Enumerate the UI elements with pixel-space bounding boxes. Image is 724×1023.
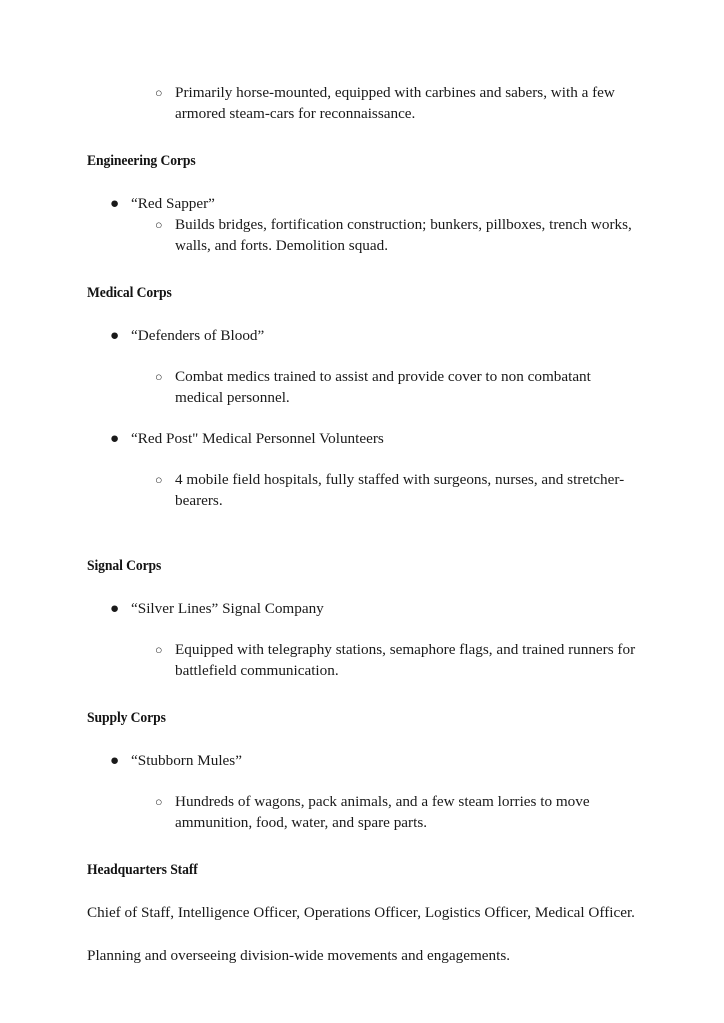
document-content: [87, 82, 639, 966]
list-item: [87, 791, 639, 833]
continued-list: [87, 82, 639, 124]
section-heading-signal-corps: Signal Corps: [87, 558, 162, 574]
list-item: [87, 428, 639, 449]
list-item: [87, 598, 639, 619]
list-item: [87, 469, 639, 511]
list-item-text: Hundreds of wagons, pack animals, and a few steam lorries to move ammunition, food, water, and spare parts.: [175, 793, 590, 831]
spacer: [87, 511, 639, 556]
hollow-bullet-icon: ○: [155, 473, 163, 487]
headquarters-roles-paragraph: Chief of Staff, Intelligence Officer, Operations Officer, Logistics Officer, Medical Officer.: [87, 904, 635, 921]
filled-bullet-icon: ●: [110, 752, 120, 769]
list-item: [87, 366, 639, 408]
spacer: [87, 923, 639, 945]
list-item-text: “Red Post" Medical Personnel Volunteers: [131, 430, 384, 447]
spacer: [87, 619, 639, 639]
list-item: [87, 325, 639, 346]
list-item-text: Builds bridges, fortification construction; bunkers, pillboxes, trench works, walls, and forts. Demolition squad.: [175, 216, 632, 254]
list-item: [87, 193, 639, 214]
spacer: [87, 346, 639, 366]
list-item: [87, 82, 639, 124]
list-item-text: Primarily horse-mounted, equipped with carbines and sabers, with a few armored steam-cars for reconnaissance.: [175, 84, 615, 122]
list-item-text: “Silver Lines” Signal Company: [131, 600, 324, 617]
list-item-text: “Red Sapper”: [131, 195, 215, 212]
spacer: [87, 303, 639, 325]
hollow-bullet-icon: ○: [155, 370, 163, 384]
section-heading-engineering-corps: Engineering Corps: [87, 153, 196, 169]
section-heading-medical-corps: Medical Corps: [87, 285, 172, 301]
section-list-supply-corps: [87, 750, 639, 833]
hollow-bullet-icon: ○: [155, 795, 163, 809]
spacer: [87, 576, 639, 598]
section-heading-headquarters-staff: Headquarters Staff: [87, 862, 198, 878]
hollow-bullet-icon: ○: [155, 218, 163, 232]
hollow-bullet-icon: ○: [155, 643, 163, 657]
section-list-medical-corps: [87, 325, 639, 511]
spacer: [87, 833, 639, 860]
hollow-bullet-icon: ○: [155, 86, 163, 100]
list-item-text: Combat medics trained to assist and provide cover to non combatant medical personnel.: [175, 368, 591, 406]
section-heading-supply-corps: Supply Corps: [87, 710, 166, 726]
spacer: [87, 256, 639, 283]
list-item-text: 4 mobile field hospitals, fully staffed with surgeons, nurses, and stretcher-bearers.: [175, 471, 625, 509]
spacer: [87, 728, 639, 750]
list-item: [87, 750, 639, 771]
spacer: [87, 124, 639, 151]
list-item-text: Equipped with telegraphy stations, semaphore flags, and trained runners for battlefield communication.: [175, 641, 636, 679]
filled-bullet-icon: ●: [110, 327, 120, 344]
spacer: [87, 880, 639, 902]
list-item-text: “Stubborn Mules”: [131, 752, 242, 769]
spacer: [87, 171, 639, 193]
list-item: [87, 639, 639, 681]
spacer: [87, 408, 639, 428]
spacer: [87, 449, 639, 469]
section-list-signal-corps: [87, 598, 639, 681]
list-item: [87, 214, 639, 256]
spacer: [87, 771, 639, 791]
spacer: [87, 681, 639, 708]
section-list-engineering-corps: [87, 193, 639, 256]
filled-bullet-icon: ●: [110, 195, 120, 212]
list-item-text: “Defenders of Blood”: [131, 327, 265, 344]
filled-bullet-icon: ●: [110, 600, 120, 617]
headquarters-duties-paragraph: Planning and overseeing division-wide movements and engagements.: [87, 947, 511, 964]
filled-bullet-icon: ●: [110, 430, 120, 447]
